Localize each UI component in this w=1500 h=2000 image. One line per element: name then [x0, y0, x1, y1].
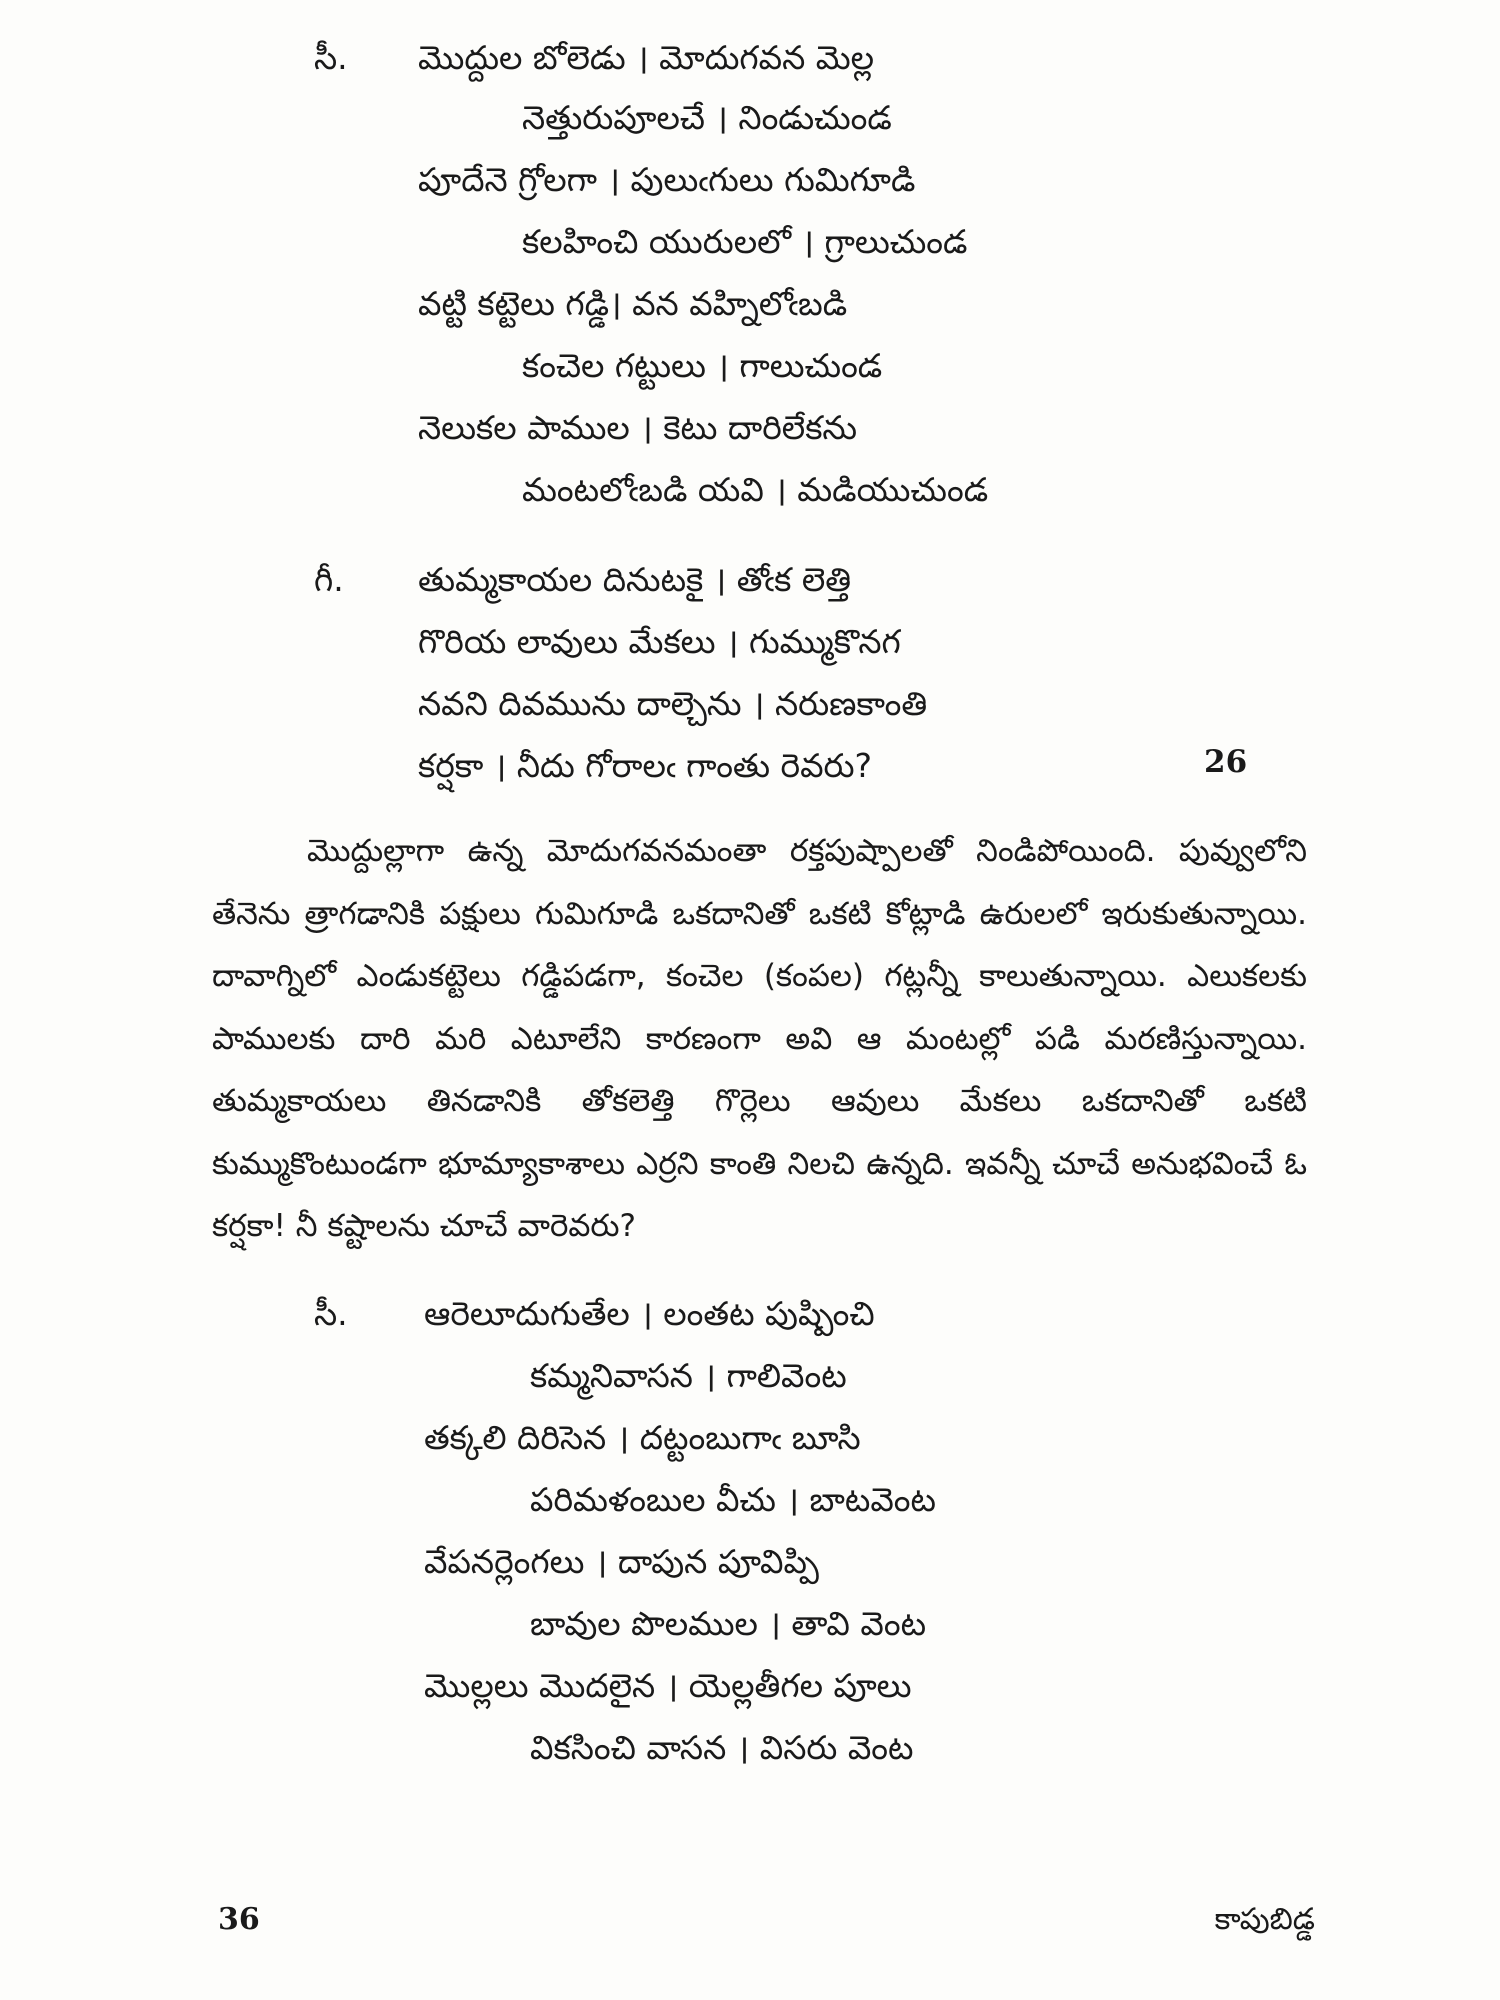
verse2-label: గీ.: [314, 560, 344, 599]
page-number: 36: [218, 1902, 260, 1937]
verse-number: 26: [1204, 744, 1248, 780]
verse3-line-3: తక్కలి దిరిసెన । దట్టంబుగాఁ బూసి: [424, 1418, 861, 1457]
verse1-line-7: నెలుకల పాముల । కెటు దారిలేకను: [418, 408, 858, 447]
verse1-line-4: కలహించి యురులలో । గ్రాలుచుండ: [522, 222, 968, 261]
verse2-line-4: కర్షకా । నీదు గోరాలఁ గాంతు రెవరు?: [418, 746, 873, 785]
verse1-line-3: పూదేనె గ్రోలగా । పులుఁగులు గుమిగూడి: [418, 160, 916, 199]
verse3-line-1: ఆరెలూదుగుతేల । లంతట పుష్పించి: [424, 1294, 875, 1333]
verse1-line-8: మంటలోఁబడి యవి । మడియుచుండ: [522, 470, 989, 509]
verse3-line-7: మొల్లలు మొదలైన । యెల్లతీగల పూలు: [424, 1666, 912, 1705]
verse1-line-5: వట్టి కట్టెలు గడ్డి। వన వహ్నిలోఁబడి: [418, 284, 848, 323]
verse1-label: సీ.: [314, 38, 348, 77]
verse3-line-5: వేపనర్లెంగలు । దాపున పూవిప్పి: [424, 1542, 819, 1581]
verse3-line-8: వికసించి వాసన । విసరు వెంట: [530, 1728, 914, 1767]
verse2-line-2: గొరియ లావులు మేకలు । గుమ్ముకొనగ: [418, 622, 901, 661]
verse1-line-6: కంచెల గట్టులు । గాలుచుండ: [522, 346, 883, 385]
verse2-line-3: నవని దివమును దాల్చెను । నరుణకాంతి: [418, 684, 928, 723]
verse3-line-4: పరిమళంబుల వీచు । బాటవెంట: [530, 1480, 936, 1519]
verse2-line-1: తుమ్మకాయల దినుటకై । తోఁక లెత్తి: [418, 560, 852, 599]
verse1-line-2: నెత్తురుపూలచే । నిండుచుండ: [522, 98, 892, 137]
verse3-line-2: కమ్మనివాసన । గాలివెంట: [530, 1356, 847, 1395]
verse3-line-6: బావుల పొలముల । తావి వెంట: [530, 1604, 927, 1643]
book-title: కాపుబిడ్డ: [1214, 1902, 1315, 1937]
verse1-line-1: మొద్దుల బోలెడు । మోదుగవన మెల్ల: [418, 38, 875, 77]
prose-paragraph: మొద్దుల్లాగా ఉన్న మోదుగవనమంతా రక్తపుష్పాలతో నిండిపోయింది. పువ్వులోని తేనెను త్రాగడానికి పక్షులు గుమిగూడి ఒకదానితో ఒకటి కోట్లాడి ఉరులలో ఇరుకుతున్నాయి. దావాగ్నిలో ఎండుకట్టెలు గడ్డిపడగా, కంచెల (కంపల) గట్లన్నీ కాలుతున్నాయి. ఎలుకలకు పాములకు దారి మరి ఎటూలేని కారణంగా అవి ఆ మంటల్లో పడి మరణిస్తున్నాయి. తుమ్మకాయలు తినడానికి తోకలెత్తి గొర్లెలు ఆవులు మేకలు ఒకదానితో ఒకటి కుమ్ముకొంటుండగా భూమ్యాకాశాలు ఎర్రని కాంతి నిలచి ఉన్నది. ఇవన్నీ చూచే అనుభవించే ఓ కర్షకా! నీ కష్టాలను చూచే వారెవరు?: [212, 833, 1307, 1244]
verse3-label: సీ.: [314, 1294, 348, 1333]
